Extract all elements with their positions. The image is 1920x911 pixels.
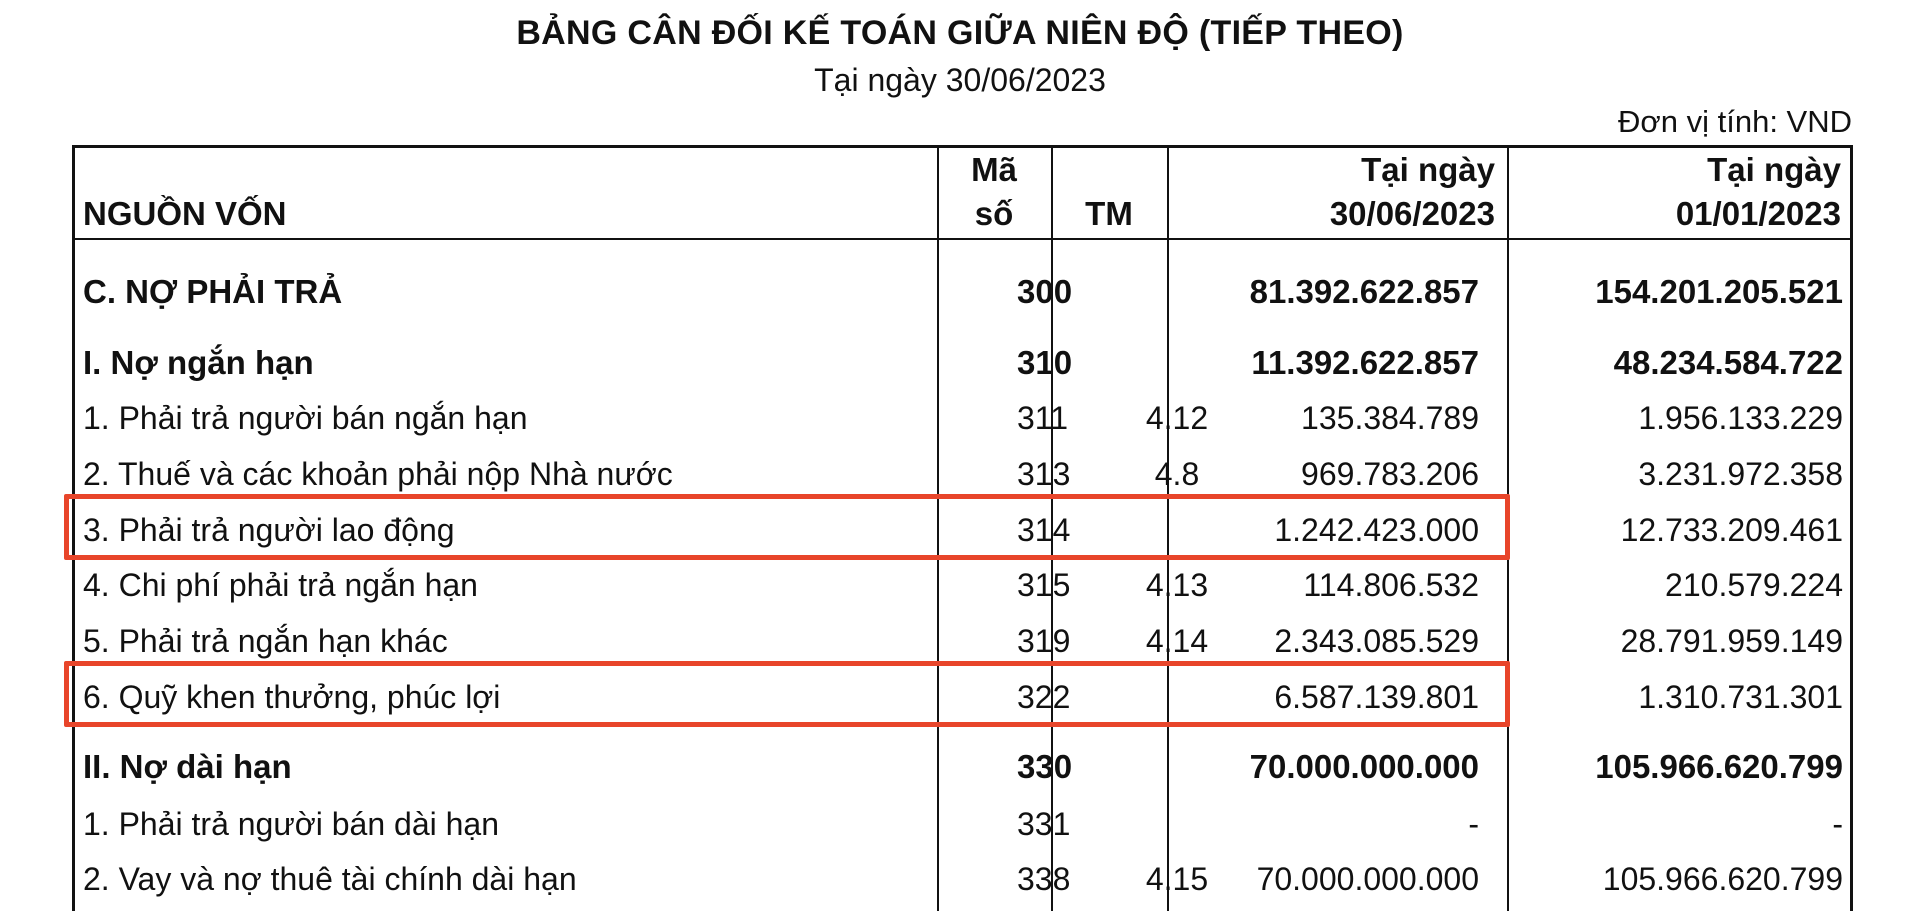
- row-code: 315: [1017, 567, 1071, 603]
- highlight-box: [64, 494, 1510, 560]
- row-value-30-06-2023: 1.242.423.000: [1274, 512, 1479, 548]
- header-note: TM: [1085, 195, 1133, 232]
- row-value-30-06-2023: 81.392.622.857: [1249, 273, 1479, 310]
- row-note: 4.8: [1154, 456, 1200, 492]
- row-value-01-01-2023: 105.966.620.799: [1602, 861, 1843, 897]
- row-note: 4.15: [1145, 861, 1209, 897]
- row-note: 4.13: [1145, 567, 1209, 603]
- row-code: 313: [1017, 456, 1071, 492]
- row-name: C. NỢ PHẢI TRẢ: [83, 273, 343, 310]
- header-col1-line2: 30/06/2023: [1329, 195, 1495, 232]
- row-code: 300: [1017, 273, 1073, 310]
- row-note: 4.14: [1145, 623, 1209, 659]
- row-name: II. Nợ dài hạn: [83, 748, 292, 785]
- row-value-30-06-2023: 2.343.085.529: [1274, 623, 1479, 659]
- row-value-30-06-2023: 969.783.206: [1301, 456, 1479, 492]
- row-code: 319: [1017, 623, 1071, 659]
- row-value-01-01-2023: 1.310.731.301: [1638, 679, 1843, 715]
- row-name: 3. Phải trả người lao động: [83, 512, 455, 548]
- row-name: 1. Phải trả người bán dài hạn: [83, 806, 500, 842]
- row-value-30-06-2023: 6.587.139.801: [1274, 679, 1479, 715]
- currency-unit: Đơn vị tính: VND: [1618, 104, 1852, 139]
- row-code: 311: [1017, 400, 1069, 436]
- table-row: [75, 796, 1850, 852]
- row-value-01-01-2023: 28.791.959.149: [1620, 623, 1843, 659]
- row-code: 331: [1017, 806, 1071, 842]
- row-code: 330: [1017, 748, 1073, 785]
- row-value-01-01-2023: 210.579.224: [1665, 567, 1843, 603]
- table-row: [75, 335, 1850, 391]
- document-date: Tại ngày 30/06/2023: [814, 62, 1106, 98]
- document-title: BẢNG CÂN ĐỐI KẾ TOÁN GIỮA NIÊN ĐỘ (TIẾP THEO): [516, 14, 1404, 52]
- table-row: [75, 739, 1850, 795]
- row-value-01-01-2023: 105.966.620.799: [1595, 748, 1843, 785]
- row-value-01-01-2023: -: [1832, 806, 1843, 842]
- header-col2-line1: Tại ngày: [1707, 151, 1841, 188]
- row-name: 5. Phải trả ngắn hạn khác: [83, 623, 448, 659]
- row-note: 4.12: [1145, 400, 1209, 436]
- table-row: [75, 264, 1850, 320]
- row-value-30-06-2023: 114.806.532: [1303, 567, 1479, 603]
- row-name: 2. Thuế và các khoản phải nộp Nhà nước: [83, 456, 673, 492]
- row-value-30-06-2023: 11.392.622.857: [1251, 344, 1479, 381]
- header-source: NGUỒN VỐN: [83, 195, 287, 232]
- header-col1-line1: Tại ngày: [1361, 151, 1495, 188]
- row-value-01-01-2023: 154.201.205.521: [1595, 273, 1843, 310]
- row-code: 338: [1017, 861, 1071, 897]
- row-code: 322: [1017, 679, 1071, 715]
- row-code: 310: [1017, 344, 1073, 381]
- row-value-01-01-2023: 48.234.584.722: [1613, 344, 1843, 381]
- header-code-line2: số: [974, 195, 1014, 232]
- row-code: 314: [1017, 512, 1071, 548]
- row-value-30-06-2023: -: [1468, 806, 1479, 842]
- row-name: 4. Chi phí phải trả ngắn hạn: [83, 567, 478, 603]
- row-name: 6. Quỹ khen thưởng, phúc lợi: [83, 679, 501, 715]
- table-row: [75, 851, 1850, 907]
- row-value-01-01-2023: 3.231.972.358: [1638, 456, 1843, 492]
- row-value-30-06-2023: 135.384.789: [1301, 400, 1479, 436]
- row-value-01-01-2023: 1.956.133.229: [1638, 400, 1843, 436]
- row-value-30-06-2023: 70.000.000.000: [1249, 748, 1479, 785]
- row-value-30-06-2023: 70.000.000.000: [1256, 861, 1479, 897]
- table-row: [75, 557, 1850, 613]
- row-name: 2. Vay và nợ thuê tài chính dài hạn: [83, 861, 577, 897]
- row-name: I. Nợ ngắn hạn: [83, 344, 314, 381]
- row-value-01-01-2023: 12.733.209.461: [1620, 512, 1843, 548]
- table-row: [75, 390, 1850, 446]
- row-name: 1. Phải trả người bán ngắn hạn: [83, 400, 528, 436]
- header-divider: [75, 238, 1850, 240]
- highlight-box: [64, 661, 1510, 727]
- header-col2-line2: 01/01/2023: [1675, 195, 1841, 232]
- header-code-line1: Mã: [971, 151, 1017, 188]
